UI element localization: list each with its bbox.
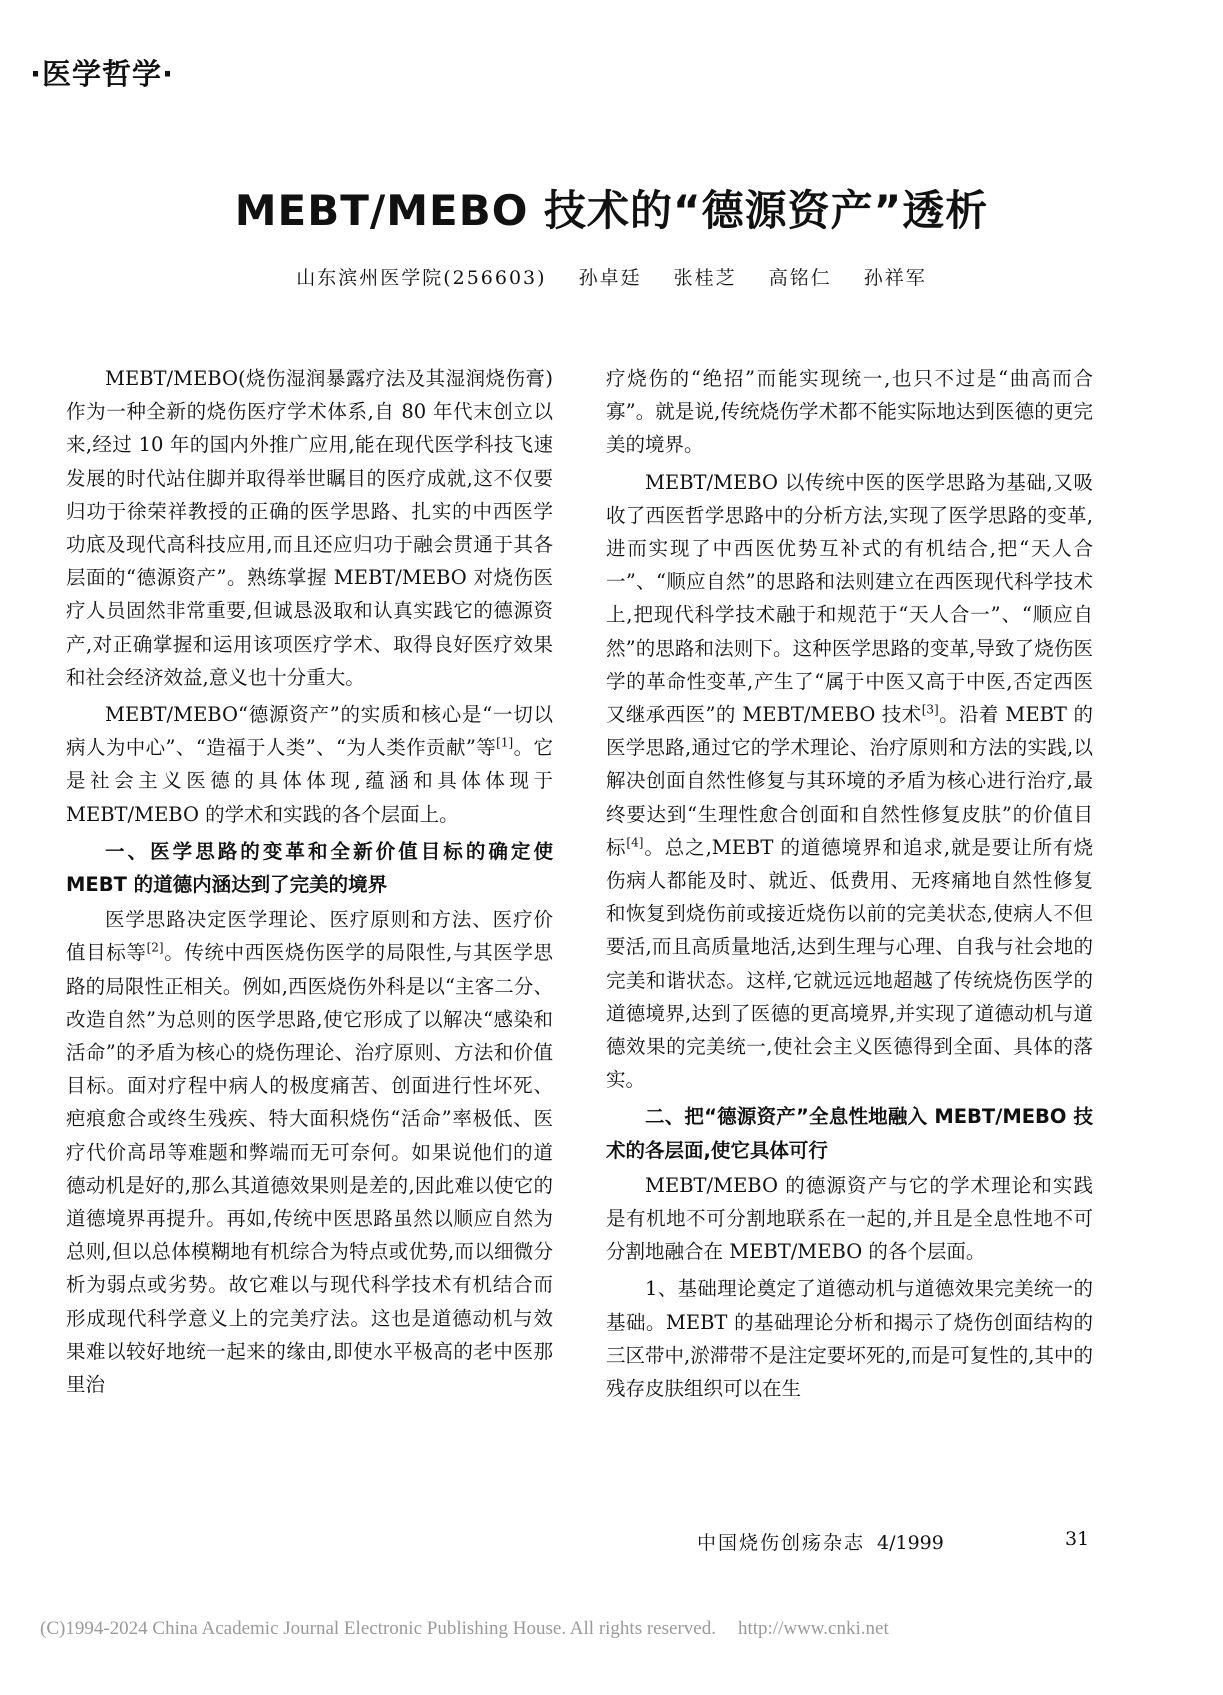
paragraph: 疗烧伤的“绝招”而能实现统一,也只不过是“曲高而合寡”。就是说,传统烧伤学术都不能实际地达到医德的更完美的境界。 [606,367,1093,457]
section-tag: ·医学哲学· [30,57,175,91]
paragraph-text: 。总之,MEBT 的道德境界和追求,就是要让所有烧伤病人都能及时、就近、低费用、无疼痛地自然性修复和恢复到烧伤前或接近烧伤以前的完美状态,使病人不但要活,而且高质量地活,达到生理与心理、自我与社会地的完美和谐状态。这样,它就远远地超越了传统烧伤医学的道德境界,达到了医德的更高境界,并实现了道德动机与道德效果的完美统一,使社会主义医德得到全面、具体的落实。 [606,835,1093,1092]
citation: [2] [146,940,164,955]
paragraph: 1、基础理论奠定了道德动机与道德效果完美统一的基础。MEBT 的基础理论分析和揭示了烧伤创面结构的三区带中,淤滞带不是注定要坏死的,而是可复性的,其中的残存皮肤组织可以在生 [606,1277,1093,1401]
paragraph-text: MEBT/MEBO“德源资产”的实质和核心是“一切以病人为中心”、“造福于人类”、“为人类作贡献”等 [66,703,553,760]
section-heading: 二、把“德源资产”全息性地融入 MEBT/MEBO 技术的各层面,使它具体可行 [606,1105,1093,1162]
paragraph [66,903,553,1401]
article-title: MEBT/MEBO 技术的“德源资产”透析 [234,186,989,235]
citation: [4] [626,835,644,850]
paragraph-text: 医学思路决定医学理论、医疗原则和方法、医疗价值目标等 [66,908,553,965]
journal-name: 中国烧伤创疡杂志 [697,1532,866,1554]
author-name: 孙卓廷 [578,267,642,289]
left-column [66,362,553,1405]
paragraph-text: MEBT/MEBO 以传统中医的医学思路为基础,又吸收了西医哲学思路中的分析方法,实现了医学思路的变革,进而实现了中西医优势互补式的有机结合,把“天人合一”、“顺应自然”的思路和法则建立在西医现代科学技术上,把现代科学技术融于和规范于“天人合一”、“顺应自然”的思路和法则下。这种医学思路的变革,导致了烧伤医学的革命性变革,产生了“属于中医又高于中医,否定西医又继承西医”的 MEBT/MEBO 技术 [606,470,1093,727]
author-name: 孙祥军 [863,267,927,289]
citation: [3] [921,702,939,717]
issue-number: 4/1999 [877,1532,944,1554]
copyright-text: (C)1994-2024 China Academic Journal Electronic Publishing House. All rights reserved. [40,1618,716,1639]
journal-footer [697,1528,944,1555]
section-heading: 一、医学思路的变革和全新价值目标的确定使 MEBT 的道德内涵达到了完美的境界 [66,839,553,897]
paragraph [66,698,553,831]
paragraph-text: 。传统中西医烧伤医学的局限性,与其医学思路的局限性正相关。例如,西医烧伤外科是以“主客二分、改造自然”为总则的医学思路,使它形成了以解决“感染和活命”的矛盾为核心的烧伤理论、治疗原则、方法和价值目标。面对疗程中病人的极度痛苦、创面进行性坏死、疤痕愈合或终生残疾、特大面积烧伤“活命”率极低、医疗代价高昂等难题和弊端而无可奈何。如果说他们的道德动机是好的,那么其道德效果则是差的,因此难以使它的道德境界再提升。再如,传统中医思路虽然以顺应自然为总则,但以总体模糊地有机综合为特点或优势,而以细微分析为弱点或劣势。故它难以与现代科学技术有机结合而形成现代科学意义上的完美疗法。这也是道德动机与效果难以较好地统一起来的缘由,即使水平极高的老中医那里治 [66,941,553,1397]
paragraph-text: 。它是社会主义医德的具体体现,蕴涵和具体体现于 MEBT/MEBO 的学术和实践的各个层面上。 [66,736,553,826]
affiliation: 山东滨州医学院(256603) [296,267,547,289]
right-column [606,362,1093,1409]
citation: [1] [496,735,514,750]
copyright-notice [40,1618,889,1640]
author-name: 高铭仁 [768,267,832,289]
page-number: 31 [1065,1528,1090,1550]
paragraph: MEBT/MEBO(烧伤湿润暴露疗法及其湿润烧伤膏)作为一种全新的烧伤医疗学术体系,自 80 年代末创立以来,经过 10 年的国内外推广应用,能在现代医学科技飞速发展的时代站住脚并取得举世瞩目的医疗成就,这不仅要归功于徐荣祥教授的正确的医学思路、扎实的中西医学功底及现代高科技应用,而且还应归功于融会贯通于其各层面的“德源资产”。熟练掌握 MEBT/MEBO 对烧伤医疗人员固然非常重要,但诚恳汲取和认真实践它的德源资产,对正确掌握和运用该项医疗学术、取得良好医疗效果和社会经济效益,意义也十分重大。 [66,367,553,689]
byline [0,263,1223,290]
paragraph: MEBT/MEBO 的德源资产与它的学术理论和实践是有机地不可分割地联系在一起的,并且是全息性地不可分割地融合在 MEBT/MEBO 的各个层面。 [606,1173,1093,1264]
cnki-link[interactable]: http://www.cnki.net [737,1618,889,1639]
paragraph [606,466,1093,1097]
paragraph-text: 。沿着 MEBT 的医学思路,通过它的学术理论、治疗原则和方法的实践,以解决创面自然性修复与其环境的矛盾为核心进行治疗,最终要达到“生理性愈合创面和自然性修复皮肤”的价值目标 [606,703,1094,859]
author-name: 张桂芝 [673,267,737,289]
